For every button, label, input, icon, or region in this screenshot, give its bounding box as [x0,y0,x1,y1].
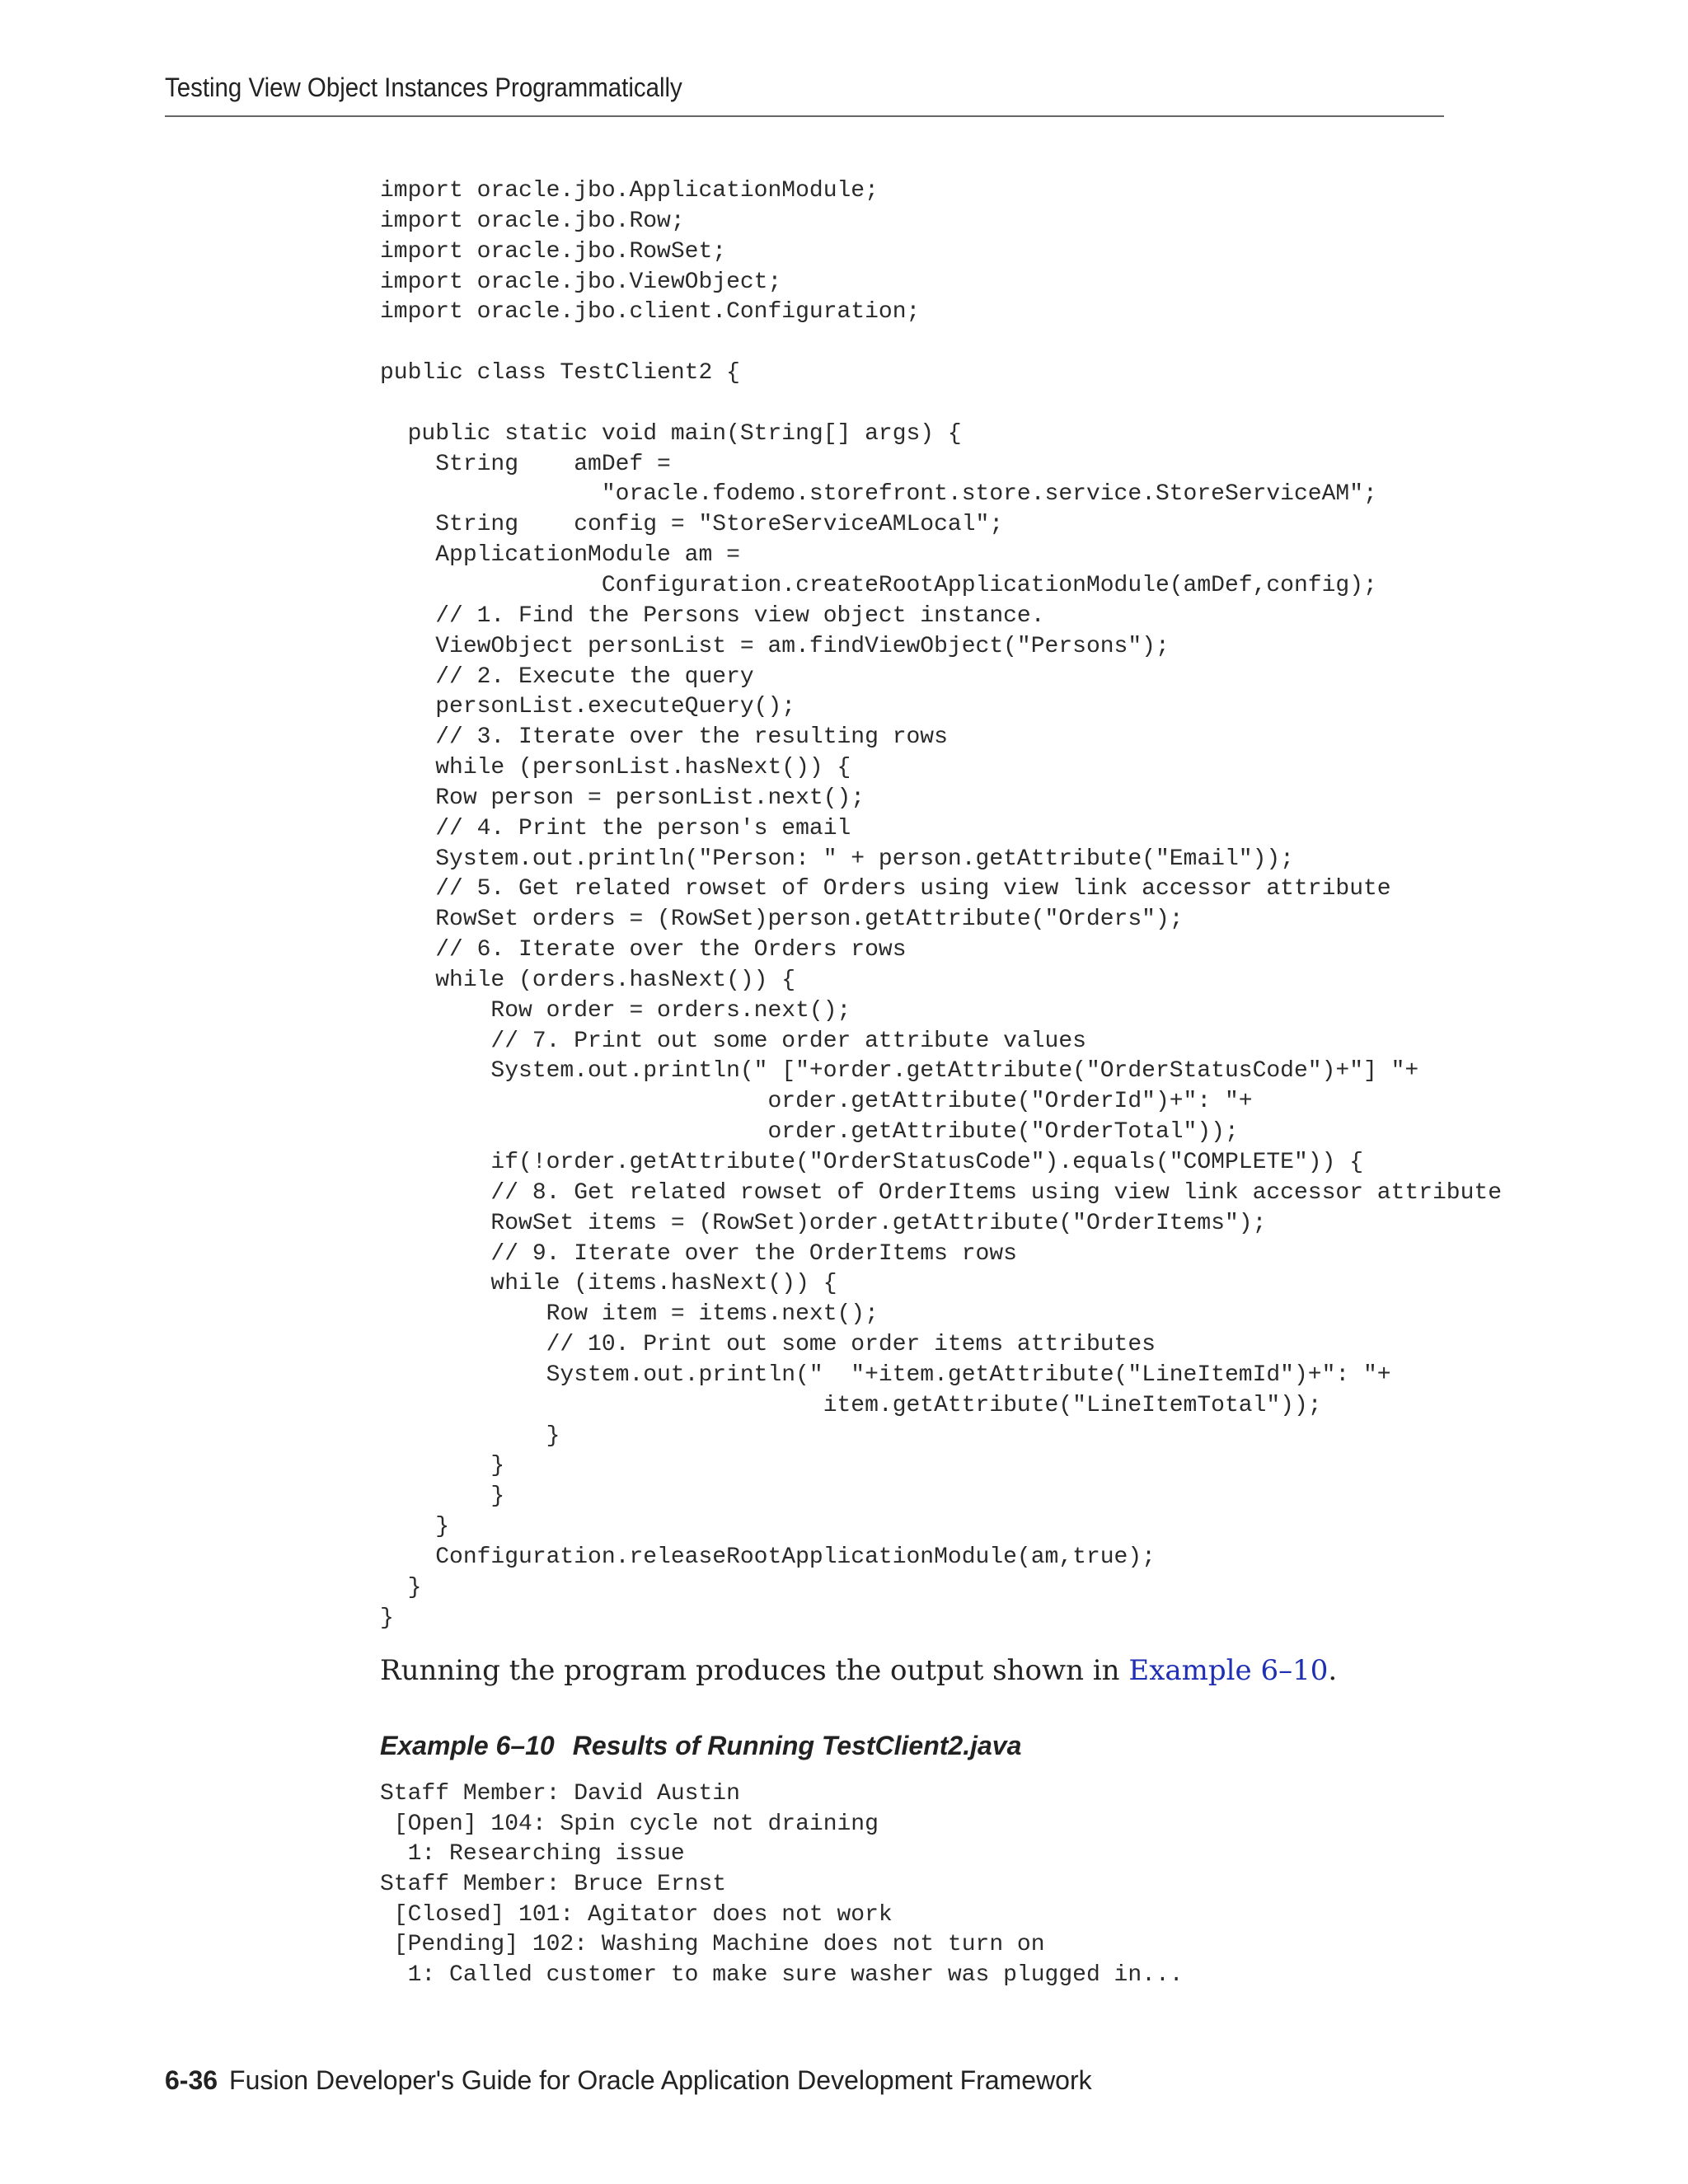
code-line: Configuration.releaseRootApplicationModule(am,true); [380,1544,1156,1570]
code-line: // 5. Get related rowset of Orders using view link accessor attribute [380,876,1391,902]
header-divider [165,115,1444,117]
book-title: Fusion Developer's Guide for Oracle Application Development Framework [229,2065,1092,2095]
output-line: [Open] 104: Spin cycle not draining [380,1811,879,1837]
program-output-listing [380,1779,1184,1991]
code-line: import oracle.jbo.client.Configuration; [380,299,921,326]
code-line: // 10. Print out some order items attributes [380,1332,1156,1358]
code-line: Row item = items.next(); [380,1301,879,1328]
code-line: // 7. Print out some order attribute values [380,1028,1086,1054]
code-line: } [380,1422,560,1449]
code-line: "oracle.fodemo.storefront.store.service.StoreServiceAM"; [380,481,1377,508]
code-line: } [380,1605,394,1631]
code-line: personList.executeQuery(); [380,694,796,720]
output-line: Staff Member: Bruce Ernst [380,1872,727,1898]
example-cross-reference-link[interactable]: Example 6–10 [1128,1654,1329,1687]
code-line: import oracle.jbo.ApplicationModule; [380,178,879,204]
code-line: String config = "StoreServiceAMLocal"; [380,512,1004,538]
code-line: while (personList.hasNext()) { [380,755,851,781]
code-line: // 4. Print the person's email [380,815,851,841]
output-line: [Closed] 101: Agitator does not work [380,1901,893,1928]
page-number: 6-36 [165,2065,218,2095]
code-line: order.getAttribute("OrderTotal")); [380,1119,1239,1146]
code-line: System.out.println("Person: " + person.getAttribute("Email")); [380,846,1294,872]
running-head-title: Testing View Object Instances Programmatically [165,73,682,102]
paragraph-period: . [1328,1654,1338,1687]
code-line: import oracle.jbo.ViewObject; [380,269,782,295]
code-line: } [380,1483,505,1510]
code-line: // 2. Execute the query [380,663,754,690]
example-title-text: Results of Running TestClient2.java [572,1731,1022,1760]
code-line: } [380,1453,505,1479]
example-caption [380,1731,1021,1761]
code-line: String amDef = [380,451,671,477]
code-line: System.out.println(" "+item.getAttribute("LineItemId")+": "+ [380,1361,1391,1388]
code-line: order.getAttribute("OrderId")+": "+ [380,1089,1253,1115]
page-footer [165,2065,1092,2096]
body-paragraph [380,1654,1337,1687]
output-line: Staff Member: David Austin [380,1781,740,1807]
code-line: System.out.println(" ["+order.getAttribute("OrderStatusCode")+"] "+ [380,1058,1419,1085]
code-line [380,328,1502,359]
code-line: } [380,1574,422,1601]
code-listing [380,176,1502,1634]
code-line: // 9. Iterate over the OrderItems rows [380,1240,1017,1267]
code-line: } [380,1514,450,1540]
code-line: while (items.hasNext()) { [380,1271,837,1297]
code-line: public static void main(String[] args) { [380,420,962,447]
code-line: RowSet orders = (RowSet)person.getAttribute("Orders"); [380,907,1184,933]
code-line [380,389,1502,419]
output-line: 1: Researching issue [380,1841,685,1868]
code-line: Configuration.createRootApplicationModule(amDef,config); [380,572,1377,598]
output-line: [Pending] 102: Washing Machine does not turn on [380,1932,1045,1958]
code-line: RowSet items = (RowSet)order.getAttribute("OrderItems"); [380,1210,1267,1236]
output-line: 1: Called customer to make sure washer was plugged in... [380,1962,1184,1989]
code-line: // 3. Iterate over the resulting rows [380,724,948,751]
code-line: public class TestClient2 { [380,360,740,387]
paragraph-text: Running the program produces the output shown in [380,1654,1129,1687]
code-line: while (orders.hasNext()) { [380,967,796,993]
code-line: item.getAttribute("LineItemTotal")); [380,1392,1322,1418]
code-line: import oracle.jbo.RowSet; [380,238,727,265]
code-line: if(!order.getAttribute("OrderStatusCode").equals("COMPLETE")) { [380,1150,1363,1175]
code-line: Row order = orders.next(); [380,997,851,1024]
code-line: // 8. Get related rowset of OrderItems using view link accessor attribute [380,1179,1503,1206]
code-line: Row person = personList.next(); [380,785,865,811]
code-line: import oracle.jbo.Row; [380,208,685,234]
code-line: ViewObject personList = am.findViewObject("Persons"); [380,633,1170,659]
code-line: // 1. Find the Persons view object instance. [380,602,1045,629]
example-number: Example 6–10 [380,1731,555,1760]
code-line: ApplicationModule am = [380,542,740,569]
code-line: // 6. Iterate over the Orders rows [380,937,907,963]
